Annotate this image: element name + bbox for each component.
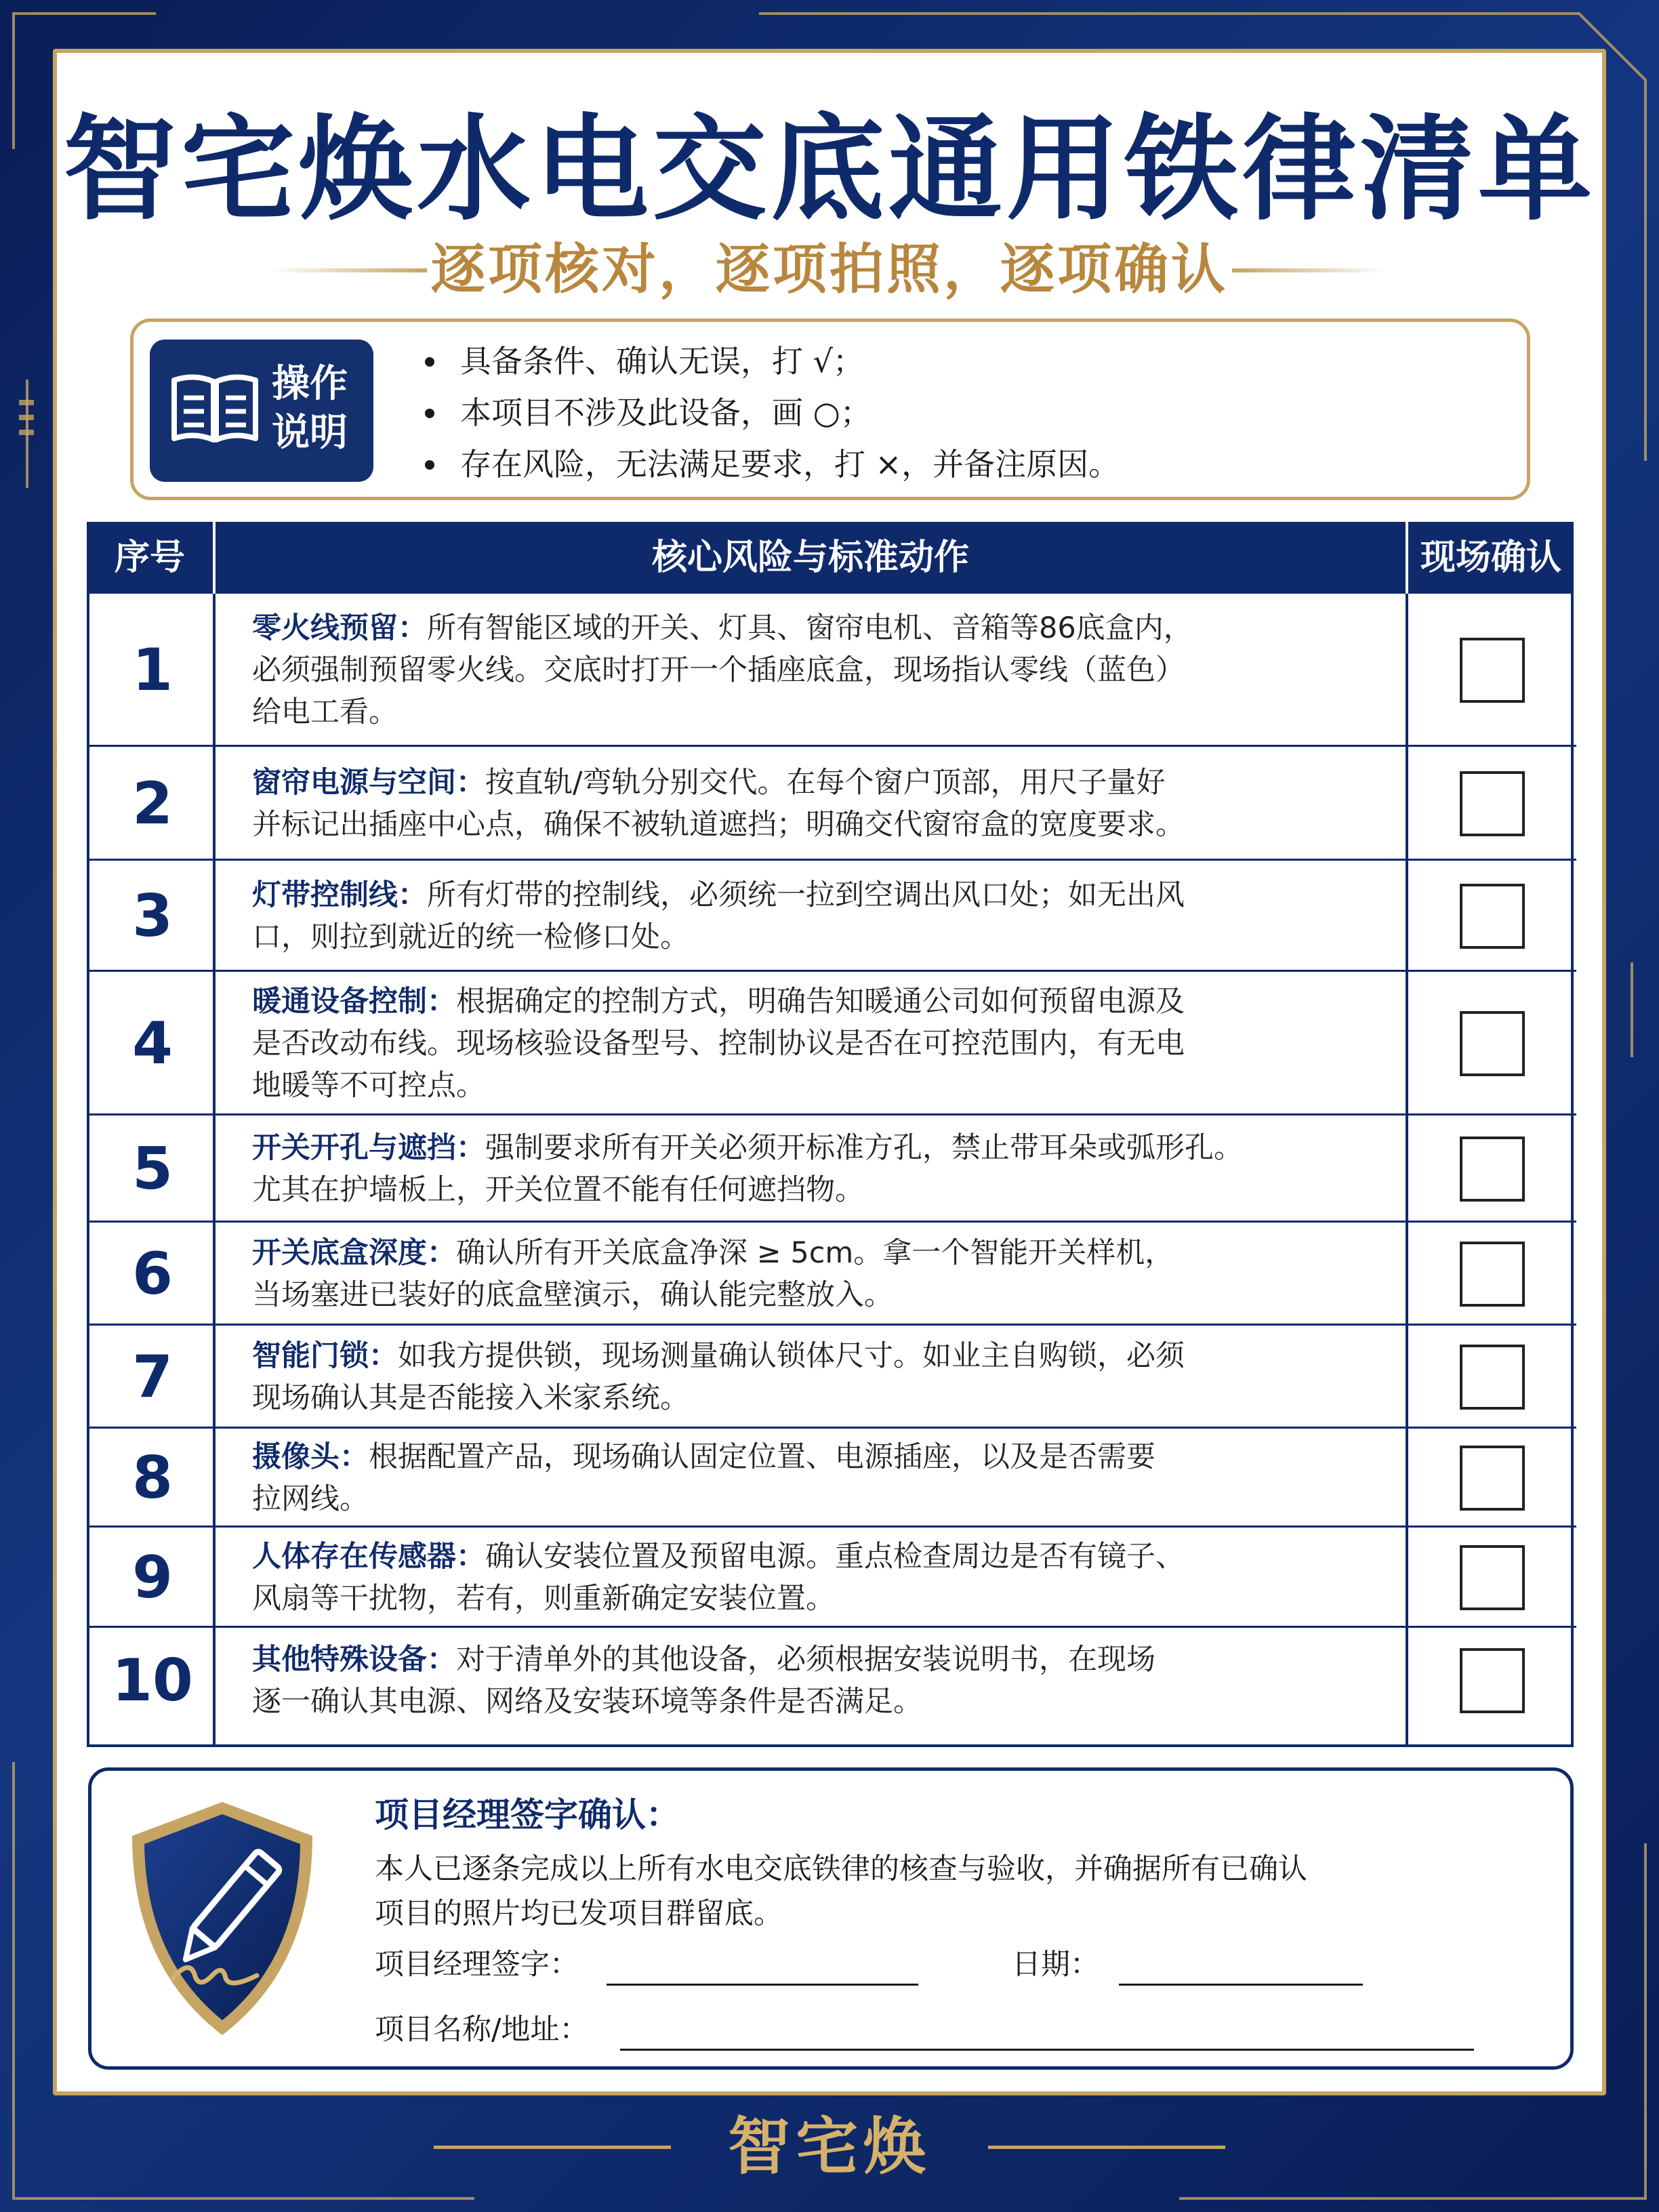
table-row (89, 594, 1576, 747)
table-row (89, 1115, 1576, 1223)
instructions-badge (150, 340, 373, 482)
row-text-line: 根据配置产品，现场确认固定位置、电源插座，以及是否需要 (369, 1440, 1155, 1474)
row-text-line: 所有智能区域的开关、灯具、窗帘电机、音箱等86底盒内， (427, 611, 1193, 645)
signature-panel (88, 1767, 1574, 2070)
row-text-line: 确认所有开关底盒净深 ≥ 5cm。拿一个智能开关样机， (456, 1236, 1174, 1270)
row-text-line: 拉网线。 (252, 1482, 369, 1516)
shield-pen-icon (124, 1797, 321, 2041)
row-title: 开关开孔与遮挡： (252, 1131, 485, 1165)
row-number: 9 (132, 1544, 173, 1612)
header-confirm: 现场确认 (1420, 537, 1561, 578)
row-text-line: 对于清单外的其他设备，必须根据安装说明书，在现场 (456, 1643, 1155, 1677)
signature-statement (375, 1847, 1486, 1936)
subtitle-row (0, 236, 1659, 304)
checklist-table (87, 522, 1574, 1747)
date-line[interactable] (1119, 1984, 1363, 1986)
table-row (89, 1628, 1576, 1734)
confirm-checkbox[interactable] (1460, 638, 1525, 703)
instructions-label-line1: 操作 (272, 362, 348, 406)
confirm-checkbox[interactable] (1460, 1136, 1525, 1202)
table-row (89, 972, 1576, 1115)
table-row (89, 1528, 1576, 1628)
pm-signature-label: 项目经理签字： (375, 1948, 579, 1982)
row-description (252, 1639, 1377, 1723)
signature-title: 项目经理签字确认： (375, 1795, 680, 1835)
row-text-line: 地暖等不可控点。 (252, 1069, 485, 1103)
row-text-line: 所有灯带的控制线，必须统一拉到空调出风口处；如无出风 (427, 878, 1185, 912)
row-description (252, 1127, 1377, 1211)
row-description (252, 1232, 1377, 1316)
table-body (87, 594, 1574, 1747)
signature-statement-line2: 项目的照片均已发项目群留底。 (375, 1897, 783, 1931)
row-number: 4 (132, 1010, 173, 1078)
table-row (89, 1326, 1576, 1429)
confirm-checkbox[interactable] (1460, 1648, 1525, 1713)
row-title: 灯带控制线： (252, 878, 427, 912)
row-text-line: 确认安装位置及预留电源。重点检查周边是否有镜子、 (485, 1540, 1185, 1574)
header-action: 核心风险与标准动作 (651, 537, 969, 578)
row-text-line: 给电工看。 (252, 695, 398, 729)
instruction-item: 本项目不涉及此设备，画 ○； (425, 387, 1120, 438)
instructions-label (272, 360, 360, 457)
project-address-line[interactable] (620, 2049, 1474, 2051)
row-title: 开关底盒深度： (252, 1236, 456, 1270)
row-description (252, 981, 1377, 1107)
brand-divider-right (988, 2146, 1225, 2149)
row-number: 2 (132, 770, 173, 838)
row-text-line: 是否改动布线。现场核验设备型号、控制协议是否在可控范围内，有无电 (252, 1027, 1185, 1061)
instructions-list (425, 335, 1120, 490)
row-title: 人体存在传感器： (252, 1540, 485, 1574)
confirm-checkbox[interactable] (1460, 1446, 1525, 1511)
row-number: 5 (132, 1135, 173, 1203)
project-address-label: 项目名称/地址： (375, 2013, 589, 2047)
subtitle-divider-right (1232, 268, 1388, 272)
date-label: 日期： (1012, 1948, 1099, 1982)
row-title: 摄像头： (252, 1440, 369, 1474)
row-text-line: 并标记出插座中心点，确保不被轨道遮挡；明确交代窗帘盒的宽度要求。 (252, 808, 1185, 842)
row-title: 窗帘电源与空间： (252, 766, 485, 800)
row-title: 暖通设备控制： (252, 985, 456, 1019)
row-title: 智能门锁： (252, 1339, 398, 1373)
header-index: 序号 (114, 537, 185, 578)
row-description (252, 874, 1377, 958)
row-number: 8 (132, 1444, 173, 1512)
row-text-line: 当场塞进已装好的底盒壁演示，确认能完整放入。 (252, 1278, 893, 1312)
row-text-line: 现场确认其是否能接入米家系统。 (252, 1381, 689, 1415)
confirm-checkbox[interactable] (1460, 771, 1525, 836)
book-icon (167, 369, 262, 451)
row-text-line: 尤其在护墙板上，开关位置不能有任何遮挡物。 (252, 1173, 864, 1207)
row-text-line: 口，则拉到就近的统一检修口处。 (252, 920, 689, 954)
confirm-checkbox[interactable] (1460, 1345, 1525, 1410)
subtitle: 逐项核对，逐项拍照，逐项确认 (431, 238, 1228, 301)
confirm-checkbox[interactable] (1460, 1545, 1525, 1610)
instructions-panel (130, 319, 1530, 500)
brand-name: 智宅焕 (727, 2110, 931, 2183)
row-number: 3 (132, 882, 173, 950)
row-description (252, 1536, 1377, 1620)
row-description (252, 1436, 1377, 1520)
pm-signature-line[interactable] (607, 1984, 918, 1986)
confirm-checkbox[interactable] (1460, 884, 1525, 949)
confirm-checkbox[interactable] (1460, 1011, 1525, 1076)
row-title: 零火线预留： (252, 611, 427, 645)
row-number: 6 (132, 1240, 173, 1308)
row-text-line: 根据确定的控制方式，明确告知暖通公司如何预留电源及 (456, 985, 1185, 1019)
instructions-label-line2: 说明 (272, 411, 348, 455)
row-number: 1 (132, 636, 173, 704)
table-row (89, 747, 1576, 861)
table-header (87, 522, 1574, 594)
table-row (89, 1223, 1576, 1326)
row-description (252, 607, 1377, 733)
row-text-line: 必须强制预留零火线。交底时打开一个插座底盒，现场指认零线（蓝色） (252, 653, 1185, 687)
row-number: 7 (132, 1343, 173, 1411)
page-title: 智宅焕水电交底通用铁律清单 (63, 103, 1596, 236)
instruction-item: 存在风险，无法满足要求，打 ×，并备注原因。 (425, 438, 1120, 490)
row-title: 其他特殊设备： (252, 1643, 456, 1677)
row-text-line: 逐一确认其电源、网络及安装环境等条件是否满足。 (252, 1685, 922, 1719)
row-number: 10 (112, 1647, 193, 1715)
row-text-line: 风扇等干扰物，若有，则重新确定安装位置。 (252, 1582, 835, 1616)
row-description (252, 1335, 1377, 1419)
table-row (89, 861, 1576, 972)
row-text-line: 按直轨/弯轨分别交代。在每个窗户顶部，用尺子量好 (485, 766, 1166, 800)
row-text-line: 强制要求所有开关必须开标准方孔，禁止带耳朵或弧形孔。 (485, 1131, 1243, 1165)
instruction-item: 具备条件、确认无误，打 √； (425, 335, 1120, 387)
signature-statement-line1: 本人已逐条完成以上所有水电交底铁律的核查与验收，并确据所有已确认 (375, 1852, 1307, 1886)
confirm-checkbox[interactable] (1460, 1242, 1525, 1307)
table-row (89, 1429, 1576, 1528)
row-description (252, 762, 1377, 846)
row-text-line: 如我方提供锁，现场测量确认锁体尺寸。如业主自购锁，必须 (398, 1339, 1185, 1373)
